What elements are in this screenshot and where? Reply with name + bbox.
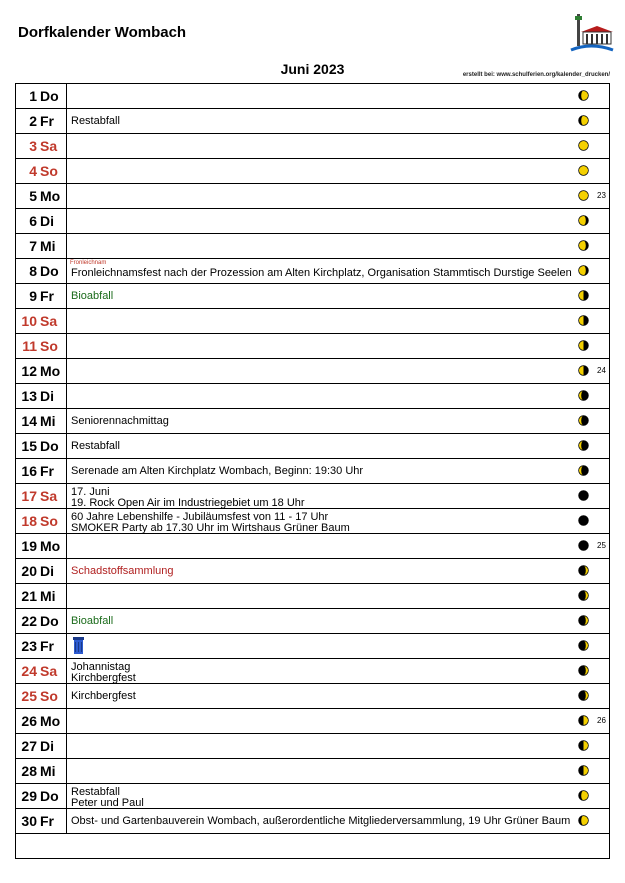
day-events-cell[interactable] <box>67 534 610 559</box>
moon-phase-icon <box>578 515 589 526</box>
day-number: 22 <box>16 609 38 634</box>
weekday: So <box>37 334 67 359</box>
moon-phase-icon <box>578 740 589 751</box>
holiday-label: Fronleichnam <box>70 260 107 266</box>
event-line: Serenade am Alten Kirchplatz Wombach, Beginn: 19:30 Uhr <box>71 465 364 477</box>
moon-phase-icon <box>578 790 589 801</box>
event-line: Peter und Paul <box>71 797 144 809</box>
day-row <box>16 659 610 684</box>
event-text <box>71 816 570 827</box>
moon-phase-icon <box>578 390 589 401</box>
day-row <box>16 684 610 709</box>
weekday: Sa <box>37 659 67 684</box>
event-text <box>71 116 120 127</box>
moon-phase-icon <box>578 365 589 376</box>
day-row <box>16 409 610 434</box>
weekday: Sa <box>37 134 67 159</box>
day-number: 10 <box>16 309 38 334</box>
day-row <box>16 334 610 359</box>
day-number: 20 <box>16 559 38 584</box>
event-text <box>71 291 113 302</box>
weekday: Mo <box>37 359 67 384</box>
moon-phase-icon <box>578 190 589 201</box>
moon-phase-icon <box>578 415 589 426</box>
day-events-cell[interactable] <box>67 784 610 809</box>
day-number: 27 <box>16 734 38 759</box>
day-row <box>16 309 610 334</box>
moon-phase-icon <box>578 690 589 701</box>
day-events-cell[interactable] <box>67 484 610 509</box>
weekday: Mi <box>37 234 67 259</box>
day-row <box>16 559 610 584</box>
page-title: Dorfkalender Wombach <box>18 24 187 41</box>
day-events-cell[interactable] <box>67 584 610 609</box>
moon-phase-icon <box>578 265 589 276</box>
moon-phase-icon <box>578 540 589 551</box>
moon-phase-icon <box>578 815 589 826</box>
weekday: Di <box>37 734 67 759</box>
weekday: Fr <box>37 634 67 659</box>
event-line: Schadstoffsammlung <box>71 565 174 577</box>
day-row <box>16 484 610 509</box>
event-text <box>71 441 120 452</box>
day-events-cell[interactable] <box>67 109 610 134</box>
month-title: Juni 2023 <box>280 61 345 77</box>
weekday: Do <box>37 259 67 284</box>
event-line: Kirchbergfest <box>71 672 136 684</box>
moon-phase-icon <box>578 140 589 151</box>
day-number: 24 <box>16 659 38 684</box>
event-line: Seniorennachmittag <box>71 415 169 427</box>
weekday: Fr <box>37 809 67 834</box>
day-number: 25 <box>16 684 38 709</box>
moon-phase-icon <box>578 640 589 651</box>
calendar-table <box>15 83 610 859</box>
day-number: 30 <box>16 809 38 834</box>
moon-phase-icon <box>578 340 589 351</box>
day-events-cell[interactable] <box>67 309 610 334</box>
day-number: 9 <box>16 284 38 309</box>
weekday: Do <box>37 609 67 634</box>
event-text <box>71 787 144 809</box>
day-number: 7 <box>16 234 38 259</box>
event-text <box>71 487 305 509</box>
weekday: Do <box>37 434 67 459</box>
event-text <box>71 268 572 279</box>
moon-phase-icon <box>578 215 589 226</box>
day-row <box>16 284 610 309</box>
day-events-cell[interactable] <box>67 759 610 784</box>
day-row <box>16 584 610 609</box>
weekday: Do <box>37 84 67 109</box>
day-number: 8 <box>16 259 38 284</box>
day-row <box>16 809 610 834</box>
day-events-cell[interactable] <box>67 334 610 359</box>
weekday: Sa <box>37 484 67 509</box>
day-row <box>16 359 610 384</box>
day-number: 26 <box>16 709 38 734</box>
week-number: 23 <box>597 191 606 200</box>
weekday: Mo <box>37 184 67 209</box>
day-row <box>16 634 610 659</box>
event-text <box>71 416 169 427</box>
moon-phase-icon <box>578 315 589 326</box>
moon-phase-icon <box>578 465 589 476</box>
weekday: Sa <box>37 309 67 334</box>
event-line: Johannistag <box>71 661 131 673</box>
event-line: 19. Rock Open Air im Industriegebiet um 18 Uhr <box>71 497 305 509</box>
weekday: Do <box>37 784 67 809</box>
day-events-cell[interactable] <box>67 409 610 434</box>
moon-phase-icon <box>578 165 589 176</box>
day-row <box>16 109 610 134</box>
moon-phase-icon <box>578 590 589 601</box>
moon-phase-icon <box>578 440 589 451</box>
moon-phase-icon <box>578 765 589 776</box>
day-events-cell[interactable] <box>67 634 610 659</box>
day-events-cell[interactable] <box>67 84 610 109</box>
day-number: 5 <box>16 184 38 209</box>
day-number: 6 <box>16 209 38 234</box>
day-row <box>16 609 610 634</box>
day-events-cell[interactable] <box>67 734 610 759</box>
event-text <box>71 691 136 702</box>
day-events-cell[interactable] <box>67 159 610 184</box>
event-line: SMOKER Party ab 17.30 Uhr im Wirtshaus Grüner Baum <box>71 522 350 534</box>
day-events-cell[interactable] <box>67 209 610 234</box>
day-number: 1 <box>16 84 38 109</box>
moon-phase-icon <box>578 565 589 576</box>
day-events-cell[interactable] <box>67 234 610 259</box>
day-number: 28 <box>16 759 38 784</box>
day-row <box>16 134 610 159</box>
event-line: Bioabfall <box>71 615 114 627</box>
day-row <box>16 259 610 284</box>
weekday: Mi <box>37 759 67 784</box>
day-number: 29 <box>16 784 38 809</box>
church-logo <box>567 12 615 54</box>
moon-phase-icon <box>578 665 589 676</box>
day-number: 19 <box>16 534 38 559</box>
day-row <box>16 209 610 234</box>
weekday: Fr <box>37 284 67 309</box>
empty-row <box>16 834 610 859</box>
weekday: So <box>37 684 67 709</box>
day-events-cell[interactable] <box>67 559 610 584</box>
day-number: 12 <box>16 359 38 384</box>
event-line: Kirchbergfest <box>71 690 136 702</box>
day-events-cell[interactable] <box>67 609 610 634</box>
event-line: Restabfall <box>71 440 120 452</box>
moon-phase-icon <box>578 615 589 626</box>
day-number: 2 <box>16 109 38 134</box>
day-number: 17 <box>16 484 38 509</box>
moon-phase-icon <box>578 90 589 101</box>
event-text <box>71 466 363 477</box>
day-row <box>16 434 610 459</box>
empty-cell <box>16 834 610 859</box>
day-number: 11 <box>16 334 38 359</box>
day-number: 13 <box>16 384 38 409</box>
day-events-cell[interactable] <box>67 659 610 684</box>
week-number: 26 <box>597 716 606 725</box>
day-events-cell[interactable] <box>67 434 610 459</box>
day-row <box>16 534 610 559</box>
day-events-cell[interactable] <box>67 809 610 834</box>
moon-phase-icon <box>578 715 589 726</box>
week-number: 24 <box>597 366 606 375</box>
event-line: Fronleichnamsfest nach der Prozession am Alten Kirchplatz, Organisation Stammtisch Durstige Seelen <box>71 267 572 279</box>
weekday: Mi <box>37 584 67 609</box>
day-number: 15 <box>16 434 38 459</box>
weekday: Mo <box>37 534 67 559</box>
day-row <box>16 509 610 534</box>
day-row <box>16 84 610 109</box>
weekday: So <box>37 509 67 534</box>
day-events-cell[interactable] <box>67 359 610 384</box>
day-number: 21 <box>16 584 38 609</box>
event-line: 17. Juni <box>71 486 110 498</box>
day-row <box>16 759 610 784</box>
blue-bin-icon <box>73 637 84 655</box>
event-line: 60 Jahre Lebenshilfe - Jubiläumsfest von 11 - 17 Uhr <box>71 511 329 523</box>
day-events-cell[interactable] <box>67 509 610 534</box>
day-number: 18 <box>16 509 38 534</box>
day-events-cell[interactable] <box>67 284 610 309</box>
moon-phase-icon <box>578 290 589 301</box>
moon-phase-icon <box>578 240 589 251</box>
day-row <box>16 784 610 809</box>
event-text <box>71 512 350 534</box>
day-number: 23 <box>16 634 38 659</box>
day-number: 3 <box>16 134 38 159</box>
day-events-cell[interactable] <box>67 259 610 284</box>
weekday: Di <box>37 209 67 234</box>
day-row <box>16 384 610 409</box>
day-row <box>16 159 610 184</box>
day-events-cell[interactable] <box>67 459 610 484</box>
day-row <box>16 734 610 759</box>
moon-phase-icon <box>578 490 589 501</box>
day-row <box>16 234 610 259</box>
moon-phase-icon <box>578 115 589 126</box>
day-number: 14 <box>16 409 38 434</box>
day-events-cell[interactable] <box>67 709 610 734</box>
event-line: Obst- und Gartenbauverein Wombach, außerordentliche Mitgliederversammlung, 19 Uhr Grüner Baum <box>71 815 571 827</box>
event-line: Bioabfall <box>71 290 114 302</box>
weekday: So <box>37 159 67 184</box>
day-number: 16 <box>16 459 38 484</box>
weekday: Mo <box>37 709 67 734</box>
weekday: Fr <box>37 109 67 134</box>
event-text <box>71 566 174 577</box>
weekday: Di <box>37 384 67 409</box>
day-row <box>16 459 610 484</box>
day-events-cell[interactable] <box>67 684 610 709</box>
event-text <box>71 616 113 627</box>
day-row <box>16 709 610 734</box>
weekday: Fr <box>37 459 67 484</box>
weekday: Mi <box>37 409 67 434</box>
event-line: Restabfall <box>71 115 120 127</box>
day-number: 4 <box>16 159 38 184</box>
day-events-cell[interactable] <box>67 134 610 159</box>
day-row <box>16 184 610 209</box>
weekday: Di <box>37 559 67 584</box>
week-number: 25 <box>597 541 606 550</box>
day-events-cell[interactable] <box>67 184 610 209</box>
event-line: Restabfall <box>71 786 120 798</box>
event-text <box>71 662 136 684</box>
credit-link[interactable]: erstellt bei: www.schulferien.org/kalender_drucken/ <box>462 72 610 78</box>
day-events-cell[interactable] <box>67 384 610 409</box>
